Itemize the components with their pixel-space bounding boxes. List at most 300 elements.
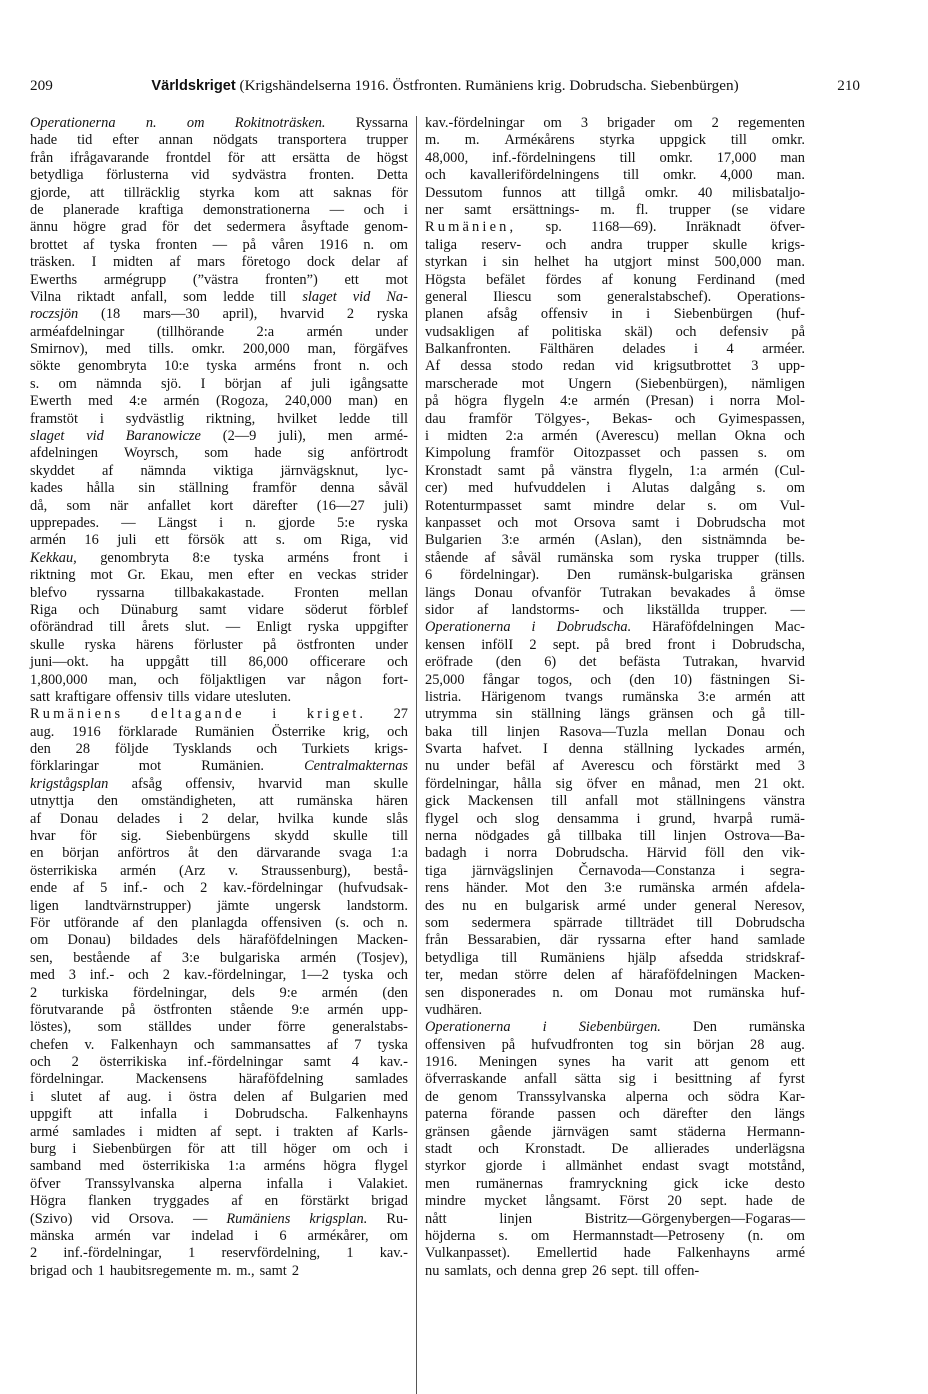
word: stående xyxy=(425,549,469,566)
word: framför xyxy=(252,480,297,497)
word: planerade xyxy=(63,201,120,218)
text-line xyxy=(425,1245,805,1262)
word: fördelningar). xyxy=(459,567,540,584)
spaced-word: deltagande xyxy=(150,706,245,723)
word: 3 xyxy=(751,358,759,375)
word: den xyxy=(30,741,51,758)
word: vänstra xyxy=(570,462,613,479)
word: m. xyxy=(216,1262,232,1279)
word: i xyxy=(403,549,408,566)
word: anförtrodt xyxy=(350,445,408,462)
word: en xyxy=(30,845,44,862)
text-line xyxy=(425,845,805,862)
word: nått xyxy=(425,1210,447,1227)
word: vidare xyxy=(247,601,284,618)
text-line xyxy=(30,1245,408,1262)
word: bulgariska xyxy=(219,949,280,966)
word: krigs- xyxy=(374,741,408,758)
word: armén xyxy=(541,428,578,445)
word: början xyxy=(224,375,262,392)
text-line xyxy=(30,585,408,602)
italic-word: Kekkau, xyxy=(30,549,77,566)
text-line xyxy=(30,741,408,758)
text-line xyxy=(425,428,805,445)
word: om xyxy=(303,532,322,549)
text-line xyxy=(425,185,805,202)
italic-word: i xyxy=(542,1019,547,1036)
word: Si- xyxy=(788,671,805,688)
word: sydvästra xyxy=(232,167,287,184)
word: vid xyxy=(191,167,210,184)
text-line xyxy=(425,480,805,497)
word: annan xyxy=(158,132,194,149)
word: Karls- xyxy=(371,1123,408,1140)
word: samband xyxy=(30,1158,82,1175)
word: viktiga xyxy=(213,462,254,479)
word: för xyxy=(187,1141,205,1158)
word: gå xyxy=(547,828,561,845)
word: — xyxy=(329,201,345,218)
word: och xyxy=(193,1036,215,1053)
word: ställningens xyxy=(676,793,746,810)
word: sjö. xyxy=(160,375,182,392)
word: omkr. xyxy=(659,149,693,166)
text-line xyxy=(425,985,805,1002)
word: söderut xyxy=(305,601,348,618)
word: mycket xyxy=(484,1193,527,1210)
word: ställdes xyxy=(148,1019,192,1036)
text-column-right xyxy=(425,115,805,1280)
word: m., xyxy=(236,1262,255,1279)
word: långsamt. xyxy=(545,1193,601,1210)
word: Černavoda—Constanza xyxy=(578,862,716,879)
word: 20 xyxy=(667,1193,682,1210)
text-line xyxy=(425,637,805,654)
word: Valakiet. xyxy=(357,1175,408,1192)
word: löstes), xyxy=(30,1019,72,1036)
word: 1916 xyxy=(71,723,101,740)
word: Okna xyxy=(734,428,766,445)
word: inf.-fördelningar xyxy=(187,1054,283,1071)
word: östfronten xyxy=(153,1001,212,1018)
word: å xyxy=(749,584,756,601)
text-line xyxy=(425,689,805,706)
word: ligen xyxy=(30,897,59,914)
word: häraföfdelningen xyxy=(639,967,738,984)
text-line xyxy=(425,932,805,949)
word: Falkenhayn xyxy=(110,1036,178,1053)
word: en xyxy=(288,567,303,584)
word: Ewerth xyxy=(30,393,72,410)
word: n. xyxy=(245,514,256,531)
word: åt xyxy=(188,845,199,862)
word: på xyxy=(242,236,257,253)
text-line xyxy=(30,1071,408,1088)
word: i xyxy=(328,1175,333,1192)
text-line xyxy=(30,428,408,445)
word: Ewerths xyxy=(30,271,78,288)
word: 27 xyxy=(393,706,408,723)
text-line xyxy=(30,758,408,775)
word: armén xyxy=(539,532,575,549)
word: men xyxy=(425,1175,450,1192)
word: Mackensens xyxy=(135,1071,207,1088)
word: I xyxy=(542,741,548,758)
text-line xyxy=(425,1054,805,1071)
word: Falkenhayns xyxy=(335,1106,408,1123)
text-line xyxy=(30,898,408,915)
word: uppgifter xyxy=(355,619,408,636)
text-line xyxy=(425,706,805,723)
word: gjorde xyxy=(485,1158,523,1175)
word: v. xyxy=(84,1036,95,1053)
word: i xyxy=(709,393,714,410)
text-column-left xyxy=(30,115,408,1280)
word: och xyxy=(476,810,498,827)
word: oförändrad xyxy=(30,619,94,636)
word: vidare xyxy=(769,201,805,218)
word: af xyxy=(102,462,114,479)
word: Orsova. xyxy=(128,1210,174,1227)
italic-word: Operationerna xyxy=(425,619,511,636)
word: rumänska xyxy=(749,1019,805,1036)
word: man xyxy=(325,775,351,792)
word: högre xyxy=(73,219,106,236)
word: vid xyxy=(91,1210,110,1227)
word: 4:e xyxy=(560,393,578,410)
word: burg xyxy=(30,1141,57,1158)
word: aug. xyxy=(30,723,55,740)
word: (”västra xyxy=(192,271,239,288)
word: längs xyxy=(599,706,630,723)
word: till xyxy=(109,619,126,636)
text-line xyxy=(425,219,805,236)
word: (Cul- xyxy=(774,462,805,479)
word: man, xyxy=(307,341,336,358)
word: 86,000 xyxy=(248,654,289,671)
text-line xyxy=(425,1176,805,1193)
word: hvilket xyxy=(277,410,318,427)
word: hade xyxy=(745,1193,773,1210)
word: mindre xyxy=(593,497,635,514)
word: trupper xyxy=(717,549,759,566)
word: förblef xyxy=(368,601,408,618)
word: omkr. xyxy=(191,341,225,358)
italic-word: slaget xyxy=(30,428,65,445)
word: alperna xyxy=(625,1088,669,1105)
word: arméкårer, xyxy=(307,1228,369,1244)
word: af xyxy=(484,549,496,566)
word: Detta xyxy=(376,167,408,184)
word: armén xyxy=(120,862,157,879)
word: sydvästlig xyxy=(125,410,185,427)
word: skulle xyxy=(333,828,368,845)
word: sedermera xyxy=(471,914,531,931)
word: strider xyxy=(371,567,408,584)
word: underlägsna xyxy=(735,1141,805,1158)
word: samt xyxy=(259,1262,287,1279)
text-line xyxy=(425,880,805,897)
text-line xyxy=(30,1211,408,1228)
word: efter xyxy=(112,132,139,149)
text-line xyxy=(30,498,408,515)
word: kraftiga xyxy=(138,201,184,218)
word: om xyxy=(389,1228,408,1244)
word: arméns xyxy=(287,549,329,566)
word: gick xyxy=(425,793,450,810)
word: densamma xyxy=(557,810,619,827)
word: stridskraf- xyxy=(745,949,805,966)
text-line xyxy=(30,463,408,480)
word: ställning xyxy=(531,706,581,723)
word: sig. xyxy=(121,828,142,845)
word: ställning xyxy=(623,741,674,758)
word: ryska xyxy=(376,514,408,531)
text-line xyxy=(425,1002,805,1019)
word: österrikiska xyxy=(142,1158,210,1175)
word: samlades xyxy=(355,1071,408,1088)
word: till xyxy=(551,793,568,810)
text-line xyxy=(425,1228,805,1245)
word: kort xyxy=(210,497,234,514)
word: om xyxy=(531,1228,550,1244)
word: 6 xyxy=(425,567,433,584)
word: framför xyxy=(509,445,554,462)
word: fästningen xyxy=(710,671,771,688)
word: indelad xyxy=(191,1228,234,1244)
word: framstöt xyxy=(30,410,78,427)
word: juli xyxy=(311,375,331,392)
word: frontdel xyxy=(165,149,212,166)
word: Österrike xyxy=(271,723,326,740)
word: i xyxy=(99,410,104,427)
word: dels xyxy=(197,932,221,949)
word: tillträdet xyxy=(625,914,674,931)
word: förstärkt xyxy=(300,1193,350,1210)
word: den xyxy=(97,793,118,810)
word: allmänhet xyxy=(565,1158,623,1175)
word: 1916 xyxy=(319,236,348,253)
italic-word: vid xyxy=(86,428,104,445)
word: till xyxy=(643,1262,660,1279)
word: södra xyxy=(728,1088,760,1105)
word: under xyxy=(218,1019,251,1036)
text-line xyxy=(425,115,805,132)
word: järnvägslinjen xyxy=(471,862,554,879)
word: saknas xyxy=(333,184,372,201)
word: nödgats xyxy=(212,132,258,149)
italic-word: Operationerna xyxy=(425,1019,511,1036)
word: hade xyxy=(623,1245,651,1262)
word: sammansattes xyxy=(230,1036,311,1053)
word: i xyxy=(254,1228,259,1244)
word: man, xyxy=(108,671,137,688)
word: Siebenbürgen xyxy=(673,306,753,323)
word: 2 xyxy=(30,984,38,1001)
word: 1916. xyxy=(425,1054,458,1071)
word: fördelningar, xyxy=(132,984,208,1001)
word: och xyxy=(163,880,185,897)
word: delades xyxy=(622,341,666,358)
word: sept. xyxy=(235,1123,262,1140)
word: att xyxy=(89,184,105,201)
word: af xyxy=(281,1088,293,1105)
word: vik- xyxy=(781,845,805,862)
text-line xyxy=(30,863,408,880)
text-line xyxy=(425,289,805,306)
word: 2 xyxy=(529,636,537,653)
word: inf.- xyxy=(123,880,148,897)
word: ett xyxy=(154,532,170,549)
word: segra- xyxy=(769,862,805,879)
text-line xyxy=(425,793,805,810)
word: (Szivo) xyxy=(30,1210,73,1227)
word: i xyxy=(403,1141,408,1158)
word: Af xyxy=(425,358,441,375)
word: vänstra xyxy=(763,793,805,810)
word: juni—okt. xyxy=(30,654,89,671)
word: anfall xyxy=(524,1071,558,1088)
text-line xyxy=(30,341,408,358)
word: nu xyxy=(425,758,440,775)
word: tvangs xyxy=(565,688,603,705)
word: inf.-fördelningar, xyxy=(63,1245,162,1262)
word: genom xyxy=(458,1088,498,1105)
word: som xyxy=(425,914,449,931)
word: uppgick xyxy=(659,132,706,149)
word: tyska xyxy=(206,358,237,375)
word: synes xyxy=(558,1054,591,1071)
word: sig xyxy=(618,1071,636,1088)
word: öfverraskande xyxy=(425,1071,507,1088)
word: tillbakakastade. xyxy=(174,584,265,601)
word: skäl) xyxy=(624,323,653,340)
word: armé- xyxy=(374,428,408,445)
italic-word: slaget xyxy=(302,288,337,305)
word: april), xyxy=(222,306,258,323)
text-line xyxy=(30,1158,408,1175)
text-line xyxy=(30,324,408,341)
word: bestående xyxy=(73,949,130,966)
word: gränsen xyxy=(648,706,694,723)
text-line xyxy=(30,1228,408,1245)
word: i xyxy=(403,201,408,218)
text-line xyxy=(30,219,408,236)
word: omkr. xyxy=(771,132,805,149)
word: sig xyxy=(555,775,573,792)
word: 1:a xyxy=(390,845,408,862)
word: när xyxy=(109,497,129,514)
word: 8:e xyxy=(192,549,211,566)
word: hjälp xyxy=(627,949,657,966)
text-line xyxy=(425,515,805,532)
text-line xyxy=(30,1037,408,1054)
word: i xyxy=(693,341,698,358)
column-divider xyxy=(416,116,417,1394)
word: med xyxy=(383,1088,408,1105)
word: hvarvid xyxy=(258,775,303,792)
word: general xyxy=(425,288,468,305)
text-line xyxy=(30,706,408,723)
text-line xyxy=(425,1071,805,1088)
word: — xyxy=(225,619,241,636)
word: front xyxy=(667,636,696,653)
word: samlades xyxy=(72,1123,126,1140)
word: juli xyxy=(117,532,137,549)
word: milisbataljo- xyxy=(732,184,805,201)
word: 500,000 xyxy=(714,254,762,271)
text-line xyxy=(425,1019,805,1036)
word: Averescu xyxy=(581,758,635,775)
word: Ostrova—Ba- xyxy=(724,828,805,845)
word: Bulgarien xyxy=(309,1088,367,1105)
word: om xyxy=(30,932,49,949)
word: en xyxy=(264,1193,279,1210)
word: af xyxy=(132,914,144,931)
word: med xyxy=(105,341,131,358)
word: af xyxy=(83,236,95,253)
word: rumänsk-bulgariska xyxy=(618,567,733,584)
word: 3 xyxy=(580,115,589,131)
word: ter, xyxy=(425,967,444,984)
word: Rumänien xyxy=(194,723,255,740)
word: (n. xyxy=(747,1228,764,1244)
word: 1 xyxy=(346,1245,354,1262)
word: i xyxy=(606,480,611,497)
word: Först xyxy=(619,1193,649,1210)
text-line xyxy=(30,776,408,793)
word: österrikiska xyxy=(30,862,98,879)
word: till xyxy=(639,828,656,845)
text-line xyxy=(30,1054,408,1071)
word: 2 xyxy=(200,880,208,897)
word: (tills. xyxy=(774,549,805,566)
word: (med xyxy=(775,271,805,288)
text-line xyxy=(425,498,805,515)
word: riktning, xyxy=(206,410,256,427)
word: om xyxy=(543,115,562,131)
word: mot xyxy=(782,514,805,531)
word: armén xyxy=(593,393,630,410)
word: (Presan) xyxy=(645,393,694,410)
word: cer) xyxy=(425,480,448,497)
word: juli) xyxy=(384,497,408,514)
text-line xyxy=(30,393,408,410)
word: i xyxy=(711,636,716,653)
word: att xyxy=(98,1106,114,1123)
word: till xyxy=(623,167,640,184)
word: Neresov, xyxy=(754,897,805,914)
word: omkr. xyxy=(644,184,679,201)
word: i xyxy=(275,1123,280,1140)
word: (Tosjev), xyxy=(356,949,408,966)
word: I xyxy=(200,375,206,392)
word: Vilna xyxy=(30,288,62,305)
word: af xyxy=(347,1123,359,1140)
text-line xyxy=(30,880,408,897)
text-line xyxy=(30,411,408,428)
word: armén xyxy=(711,880,748,897)
text-line xyxy=(30,1124,408,1141)
word: hufvuddelen xyxy=(513,480,586,497)
word: att xyxy=(243,532,258,549)
word: förre xyxy=(277,1019,306,1036)
word: sen, xyxy=(30,949,53,966)
text-line xyxy=(30,358,408,375)
word: företogo xyxy=(241,254,291,271)
word: med xyxy=(99,1158,125,1175)
word: sedermera xyxy=(226,219,286,236)
